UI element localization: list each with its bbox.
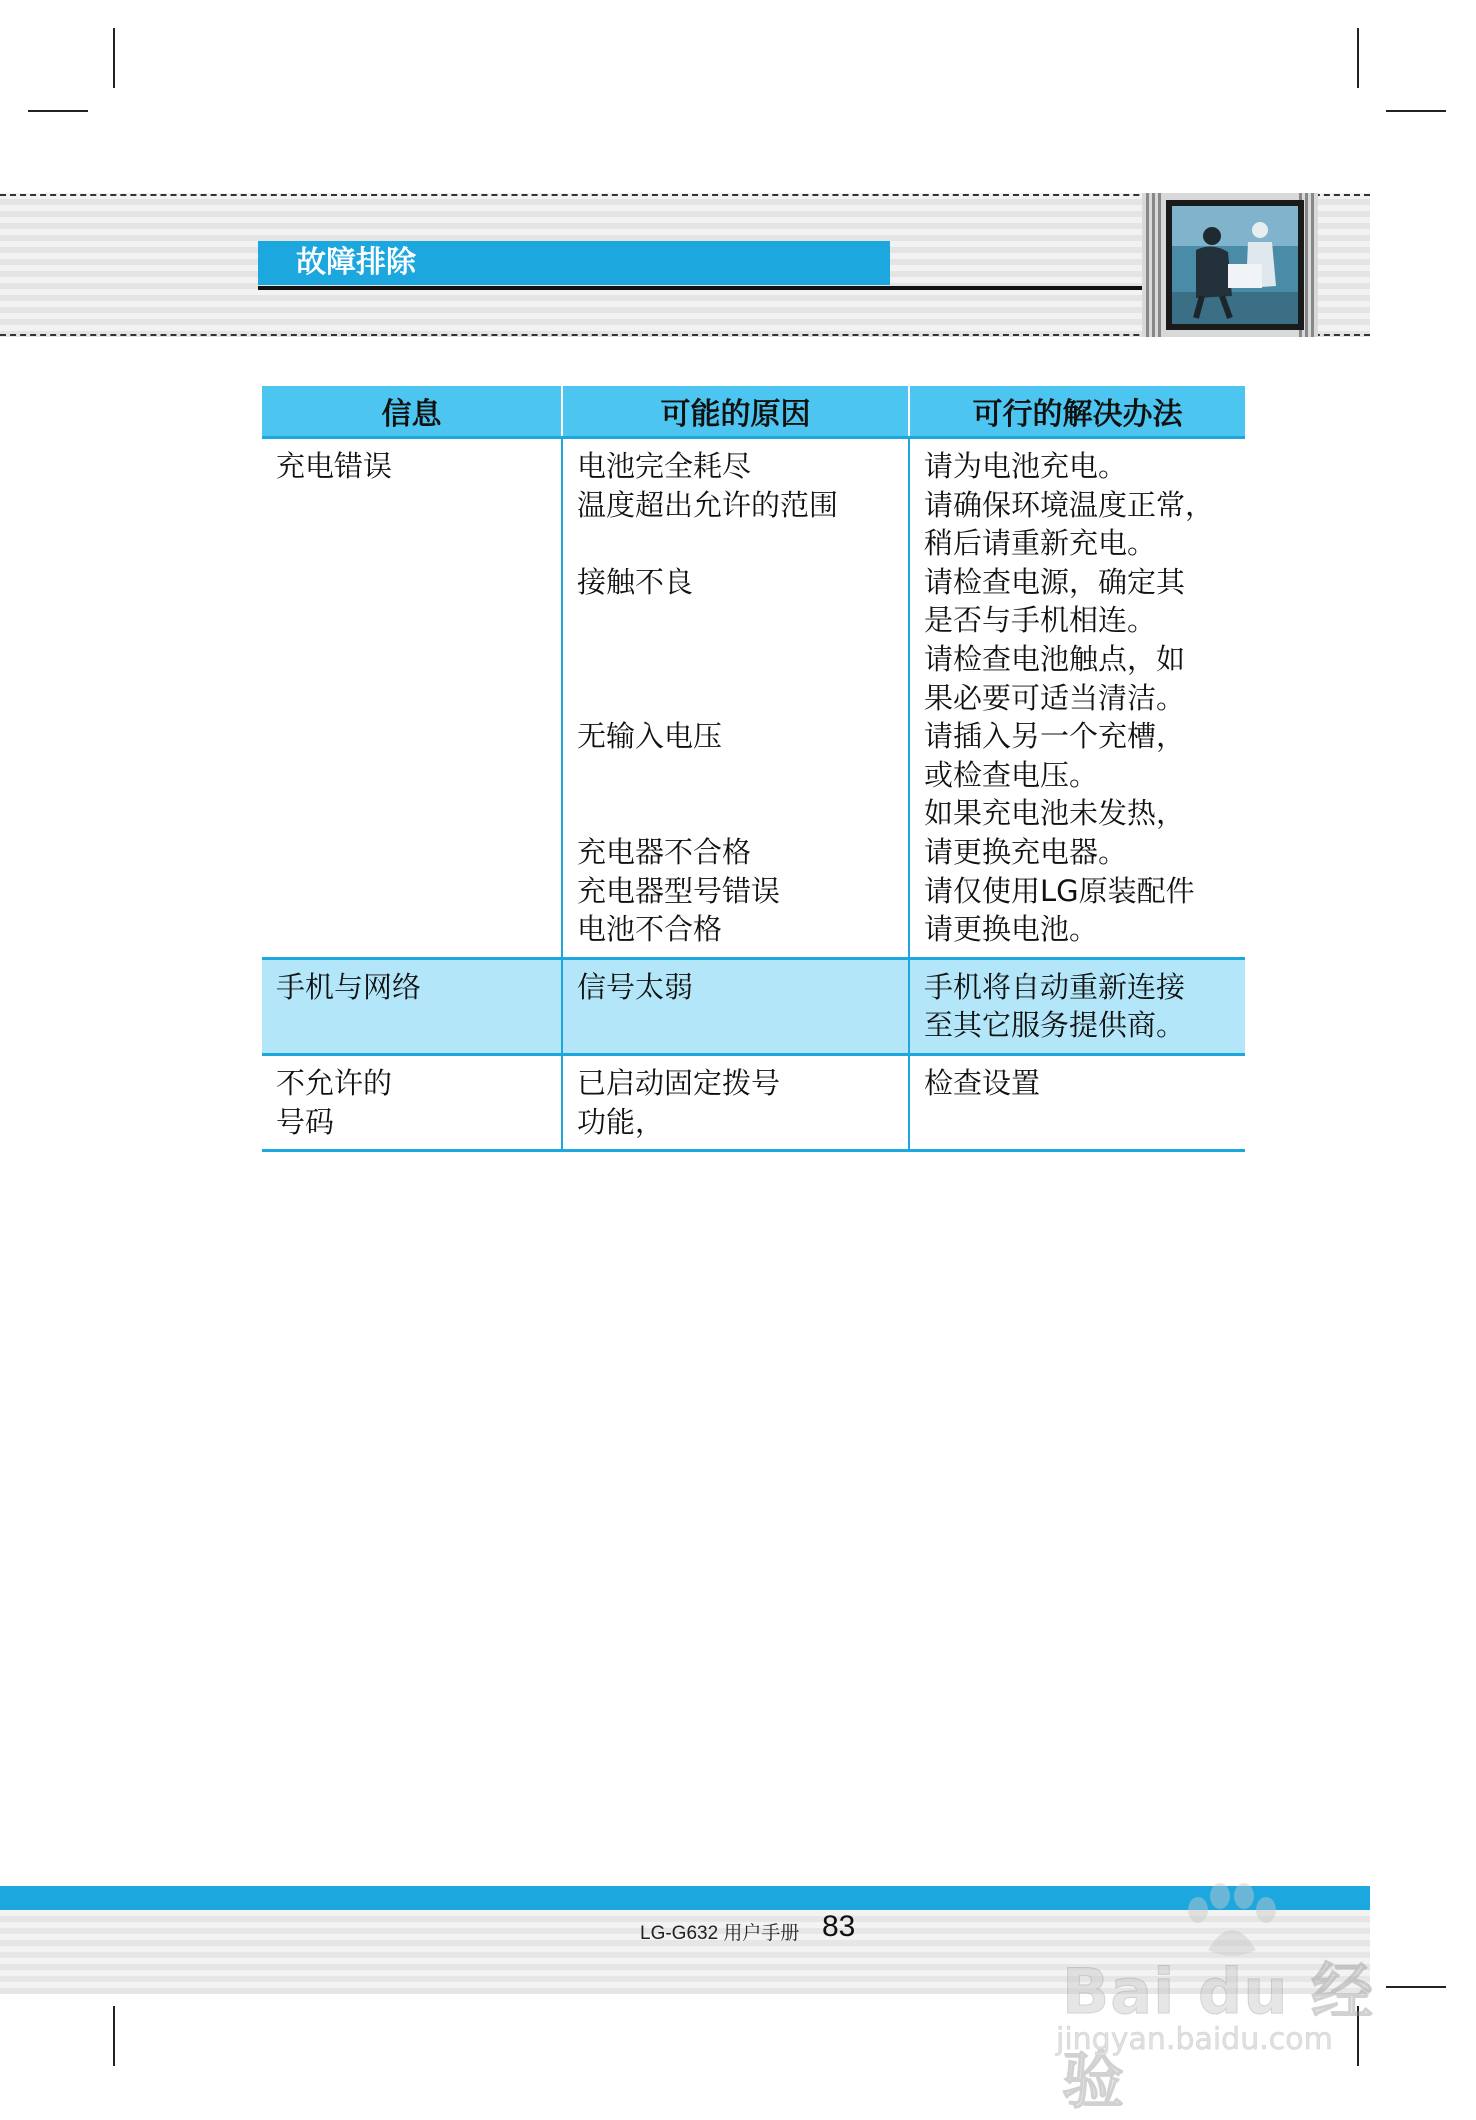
cell-line: 充电器不合格 xyxy=(577,834,752,869)
table-row xyxy=(262,1054,1245,1150)
cell-line: 果必要可适当清洁。 xyxy=(924,680,1186,715)
manual-label: LG-G632 用户手册 xyxy=(640,1923,800,1944)
message-cell xyxy=(262,438,562,959)
section-title: 故障排除 xyxy=(258,241,890,285)
cell-line: 请检查电源，确定其 xyxy=(924,564,1186,599)
cell-line xyxy=(577,640,908,679)
table-header-row xyxy=(262,386,1245,438)
cell-line: 信号太弱 xyxy=(577,969,694,1004)
cell-line: 电池完全耗尽 xyxy=(577,449,752,483)
cell-line: 接触不良 xyxy=(577,564,694,599)
troubleshooting-table xyxy=(262,386,1245,1152)
cell-line: 请仅使用LG原装配件 xyxy=(924,873,1195,908)
cell-line: 请检查电池触点，如 xyxy=(924,641,1186,676)
cell-line: 电池不合格 xyxy=(577,912,723,947)
header-photo xyxy=(1166,200,1304,330)
crop-mark xyxy=(1386,110,1446,112)
solution-cell xyxy=(909,438,1245,959)
cell-line: 充电器型号错误 xyxy=(577,873,781,908)
cell-line xyxy=(577,794,908,833)
cause-cell xyxy=(562,438,909,959)
cell-line xyxy=(577,756,908,795)
crop-mark xyxy=(1357,28,1359,88)
cell-line: 至其它服务提供商。 xyxy=(924,1008,1186,1043)
cell-line: 是否与手机相连。 xyxy=(924,603,1157,638)
watermark-brand: Bai du 经验 xyxy=(1062,1955,1375,2117)
cell-line: 请确保环境温度正常， xyxy=(924,487,1215,522)
cell-line: 如果充电池未发热， xyxy=(924,796,1186,831)
column-header-causes: 可能的原因 xyxy=(562,386,909,438)
page-number: 83 xyxy=(822,1910,856,1943)
solution-cell xyxy=(909,958,1245,1054)
cell-line xyxy=(577,524,908,563)
watermark-url: jingyan.baidu.com xyxy=(1056,2022,1333,2057)
column-header-message: 信息 xyxy=(262,386,562,438)
cell-line xyxy=(577,601,908,640)
cell-line: 无输入电压 xyxy=(577,719,723,754)
column-header-solutions: 可行的解决办法 xyxy=(909,386,1245,438)
table-row xyxy=(262,438,1245,959)
cell-line: 请为电池充电。 xyxy=(924,449,1128,483)
table-row xyxy=(262,958,1245,1054)
message-cell xyxy=(262,958,562,1054)
cell-line: 手机与网络 xyxy=(276,969,422,1004)
title-underline xyxy=(258,286,1142,290)
cause-cell xyxy=(562,1054,909,1150)
crop-mark xyxy=(113,2006,115,2066)
message-cell xyxy=(262,1054,562,1150)
cell-line: 充电错误 xyxy=(276,449,393,483)
cell-line: 检查设置 xyxy=(924,1065,1041,1100)
cause-cell xyxy=(562,958,909,1054)
cell-line: 请插入另一个充槽， xyxy=(924,719,1186,754)
cell-line: 已启动固定拨号 xyxy=(577,1065,781,1100)
cell-line xyxy=(577,679,908,718)
crop-mark xyxy=(28,110,88,112)
cell-line: 号码 xyxy=(276,1104,335,1139)
solution-cell xyxy=(909,1054,1245,1150)
cell-line: 或检查电压。 xyxy=(924,757,1099,792)
cell-line: 请更换充电器。 xyxy=(924,834,1128,869)
cell-line: 稍后请重新充电。 xyxy=(924,526,1157,561)
cell-line: 温度超出允许的范围 xyxy=(577,487,839,522)
cell-line: 请更换电池。 xyxy=(924,912,1099,947)
crop-mark xyxy=(113,28,115,88)
cell-line: 不允许的 xyxy=(276,1065,393,1100)
cell-line: 功能， xyxy=(577,1104,665,1139)
cell-line: 手机将自动重新连接 xyxy=(924,969,1186,1004)
baidu-watermark xyxy=(1050,1880,1410,2117)
